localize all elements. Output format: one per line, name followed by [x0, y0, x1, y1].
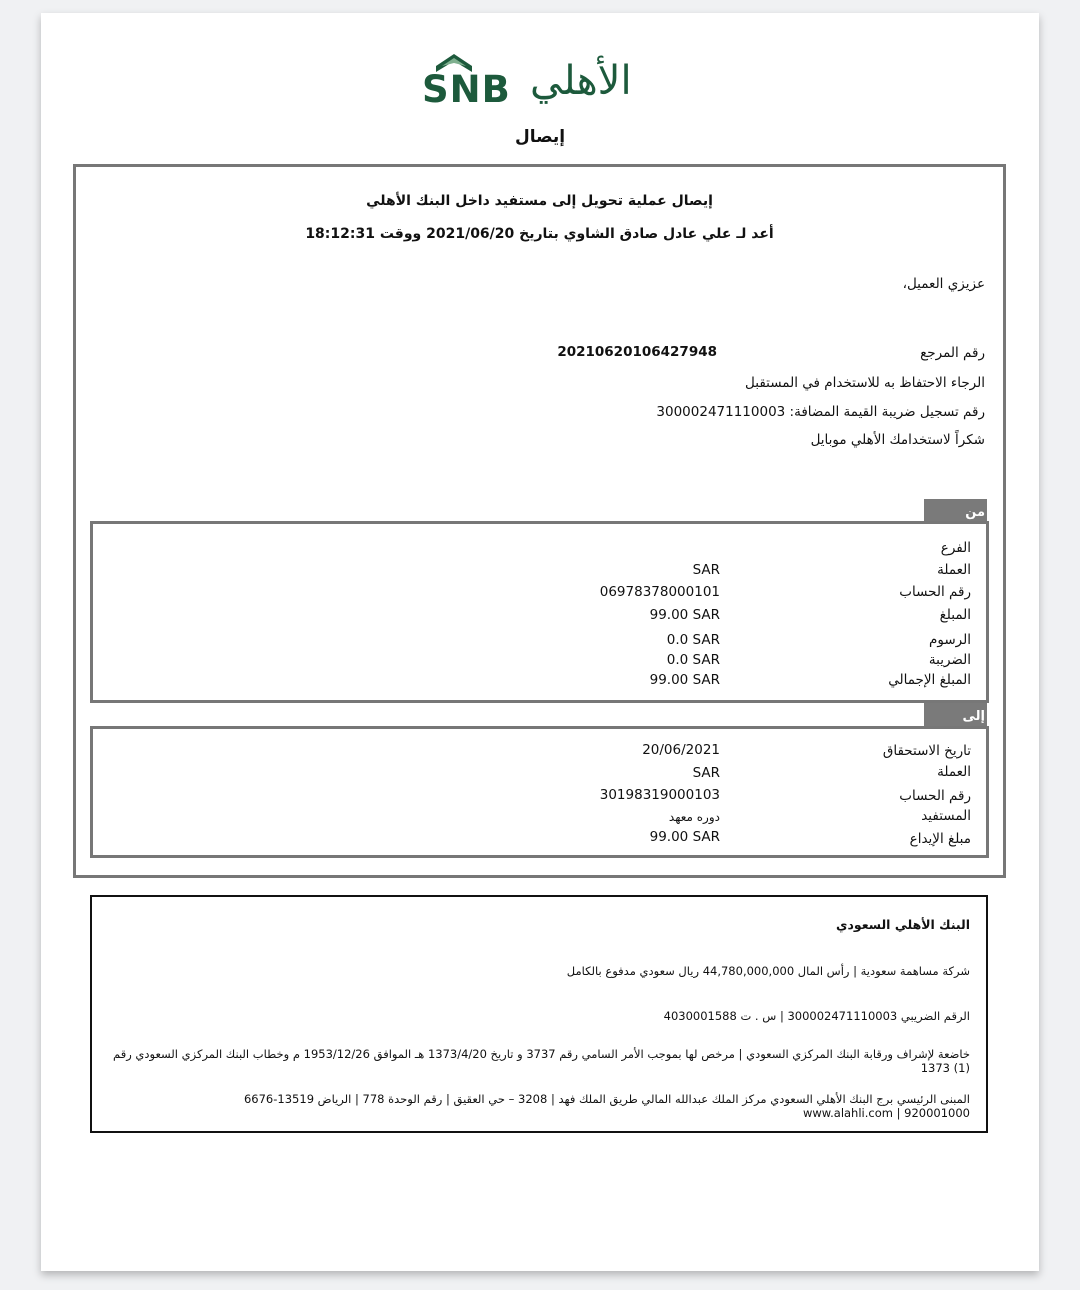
reference-label: رقم المرجع — [920, 345, 985, 361]
bank-footer — [90, 895, 988, 1133]
from-label-amount: المبلغ — [939, 607, 971, 623]
from-value-currency: SAR — [692, 562, 720, 578]
vat-line: رقم تسجيل ضريبة القيمة المضافة: 300002471110003 — [656, 404, 985, 420]
to-tab — [924, 703, 987, 726]
capital-line: شركة مساهمة سعودية | رأس المال 44,780,000,000 ريال سعودي مدفوع بالكامل — [566, 964, 970, 978]
address-line: المبنى الرئيسي برج البنك الأهلي السعودي مركز الملك عبدالله المالي طريق الملك فهد | 3208 – حي العقيق | رقم الوحدة 778 | الرياض 13519-6676 — [243, 1092, 970, 1106]
to-label-currency: العملة — [937, 764, 971, 780]
contact-line: www.alahli.com | 920001000 — [802, 1106, 970, 1120]
snb-logo — [418, 52, 658, 114]
to-label-deposit: مبلغ الإيداع — [909, 831, 971, 847]
keep-note: الرجاء الاحتفاظ به للاستخدام في المستقبل — [745, 375, 985, 391]
from-label-fees: الرسوم — [929, 632, 971, 648]
document-title: إيصال — [514, 127, 566, 147]
greeting: عزيزي العميل، — [902, 276, 985, 292]
thanks-line: شكراً لاستخدامك الأهلي موبايل — [810, 432, 985, 448]
tax-line: الرقم الضريبي 300002471110003 | س . ت 4030001588 — [663, 1009, 970, 1023]
from-value-total: 99.00 SAR — [649, 672, 720, 688]
from-label-branch: الفرع — [940, 540, 971, 556]
from-value-amount: 99.00 SAR — [649, 607, 720, 623]
from-value-account: 06978378000101 — [599, 584, 720, 600]
from-label-currency: العملة — [937, 562, 971, 578]
to-label-beneficiary: المستفيد — [921, 808, 971, 824]
to-value-account: 30198319000103 — [599, 787, 720, 803]
from-label-total: المبلغ الإجمالي — [888, 672, 971, 688]
logo-latin: SNB — [422, 68, 511, 111]
from-label-tax: الضريبة — [928, 652, 971, 668]
bank-name: البنك الأهلي السعودي — [836, 917, 970, 932]
to-value-due-date: 20/06/2021 — [642, 742, 720, 758]
from-tab — [924, 499, 987, 522]
to-tab-label: إلى — [962, 709, 985, 724]
regulation-line: خاضعة لإشراف ورقابة البنك المركزي السعودي | مرخص لها بموجب الأمر السامي رقم 3737 و تاريخ 1373/4/20 هـ الموافق 1953/12/26 م وخطاب البنك المركزي السعودي رقم (1) 1373 — [113, 1047, 970, 1075]
reference-number: 20210620106427948 — [557, 344, 717, 360]
from-label-account: رقم الحساب — [899, 584, 971, 600]
to-value-beneficiary: دوره معهد — [668, 810, 720, 824]
prepared-for: أعد لـ علي عادل صادق الشاوي بتاريخ 2021/06/20 ووقت 18:12:31 — [305, 226, 774, 242]
to-value-currency: SAR — [692, 765, 720, 781]
to-label-due-date: تاريخ الاستحقاق — [882, 743, 971, 759]
from-tab-label: من — [965, 505, 985, 520]
receipt-heading: إيصال عملية تحويل إلى مستفيد داخل البنك الأهلي — [366, 193, 713, 209]
to-label-account: رقم الحساب — [899, 788, 971, 804]
from-value-tax: 0.0 SAR — [666, 652, 720, 668]
from-value-fees: 0.0 SAR — [666, 632, 720, 648]
logo-arabic: الأهلي — [530, 58, 632, 104]
to-box — [90, 726, 989, 858]
from-box — [90, 521, 989, 703]
to-value-deposit: 99.00 SAR — [649, 829, 720, 845]
